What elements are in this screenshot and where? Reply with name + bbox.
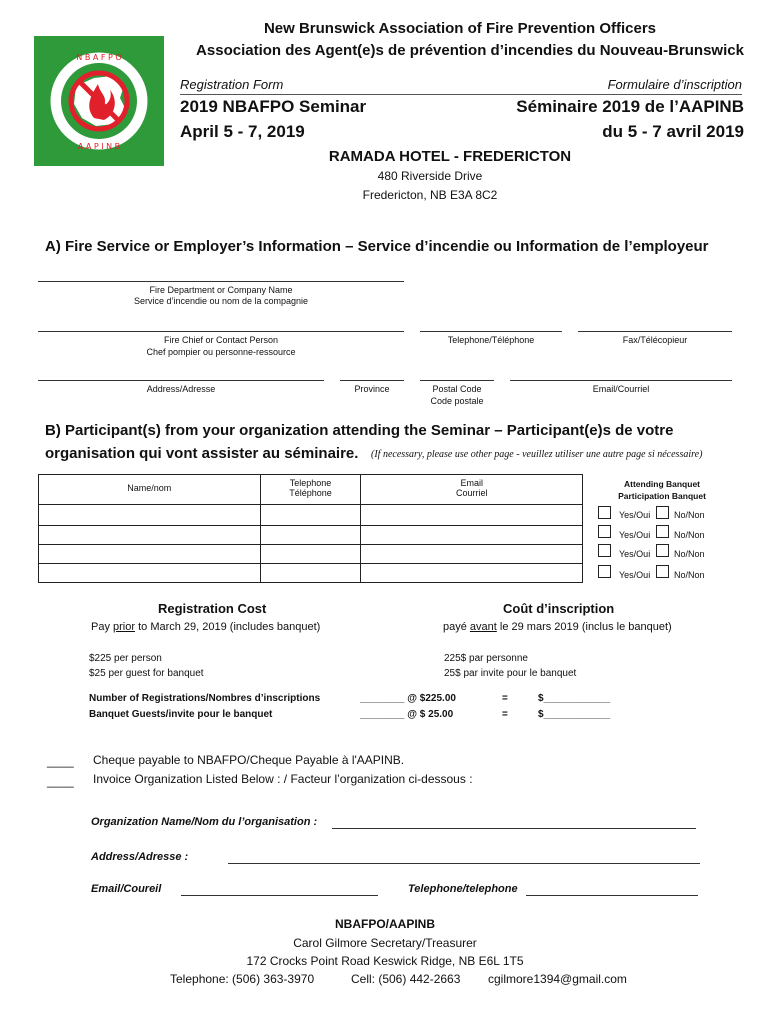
form-title-fr: Formulaire d’inscription bbox=[607, 77, 742, 92]
phone-field[interactable] bbox=[420, 331, 562, 332]
invoice-option: Invoice Organization Listed Below : / Facteur l’organization ci-dessous : bbox=[93, 772, 473, 786]
org-name-label: Organization Name/Nom du l’organisation : bbox=[91, 816, 318, 828]
fax-field[interactable] bbox=[578, 331, 732, 332]
org-name-fr: Association des Agent(e)s de prévention d’incendies du Nouveau-Brunswick bbox=[196, 42, 744, 59]
association-logo bbox=[34, 36, 164, 166]
org-email-field[interactable] bbox=[181, 895, 378, 896]
org-address-field[interactable] bbox=[228, 863, 700, 864]
participants-table bbox=[38, 474, 583, 583]
pay-deadline-fr: payé avant le 29 mars 2019 (inclus le banquet) bbox=[443, 621, 672, 633]
guests-label: Banquet Guests/invite pour le banquet bbox=[89, 709, 273, 720]
chief-field[interactable] bbox=[38, 331, 404, 332]
email-field[interactable] bbox=[510, 380, 732, 381]
no-label: No/Non bbox=[674, 510, 705, 520]
fax-label: Fax/Télécopieur bbox=[622, 335, 688, 345]
cheque-option: Cheque payable to NBAFPO/Cheque Payable à l'AAPINB. bbox=[93, 753, 405, 767]
dept-label-en: Fire Department or Company Name bbox=[149, 285, 293, 295]
address-label: Address/Adresse bbox=[146, 384, 216, 394]
registrations-equals: = bbox=[502, 693, 508, 704]
org-email-label: Email/Coureil bbox=[91, 883, 162, 895]
postal-label-en: Postal Code bbox=[432, 384, 482, 394]
seminar-dates-fr: du 5 - 7 avril 2019 bbox=[602, 122, 744, 141]
price-person-en: $225 per person bbox=[89, 653, 162, 664]
svg-text:A A P I N B: A A P I N B bbox=[77, 142, 121, 151]
footer-phone: Telephone: (506) 363-3970 bbox=[170, 972, 315, 986]
table-row[interactable] bbox=[39, 545, 583, 564]
org-phone-field[interactable] bbox=[526, 895, 698, 896]
registrations-calc[interactable]: ________ @ $225.00 bbox=[360, 693, 456, 704]
yes-label: Yes/Oui bbox=[619, 570, 651, 580]
table-row[interactable] bbox=[39, 564, 583, 583]
org-name-field[interactable] bbox=[332, 828, 696, 829]
banquet-yes-checkbox[interactable] bbox=[598, 565, 611, 578]
banquet-no-checkbox[interactable] bbox=[656, 525, 669, 538]
postal-label-fr: Code postale bbox=[430, 396, 484, 406]
phone-label: Telephone/Téléphone bbox=[447, 335, 535, 345]
org-address-label: Address/Adresse : bbox=[91, 851, 189, 863]
invoice-blank[interactable]: ____ bbox=[47, 774, 74, 788]
price-guest-en: $25 per guest for banquet bbox=[89, 668, 204, 679]
yes-label: Yes/Oui bbox=[619, 549, 651, 559]
col-email-header: Email Courriel bbox=[361, 475, 583, 505]
col-name-header: Name/nom bbox=[39, 475, 261, 505]
col-phone-header: Telephone Téléphone bbox=[260, 475, 361, 505]
province-label: Province bbox=[354, 384, 390, 394]
no-label: No/Non bbox=[674, 530, 705, 540]
svg-text:N B A F P O: N B A F P O bbox=[76, 53, 122, 62]
yes-label: Yes/Oui bbox=[619, 510, 651, 520]
dept-label-fr: Service d’incendie ou nom de la compagnie bbox=[133, 296, 309, 306]
cost-title-fr: Coût d’inscription bbox=[503, 601, 615, 616]
table-row[interactable] bbox=[39, 505, 583, 526]
footer-cell: Cell: (506) 442-2663 bbox=[351, 972, 461, 986]
guests-equals: = bbox=[502, 709, 508, 720]
postal-code-field[interactable] bbox=[420, 380, 494, 381]
cost-title-en: Registration Cost bbox=[158, 601, 267, 616]
banquet-yes-checkbox[interactable] bbox=[598, 506, 611, 519]
no-label: No/Non bbox=[674, 570, 705, 580]
section-b-title-line1: B) Participant(s) from your organization attending the Seminar – Participant(e)s de votre bbox=[45, 422, 674, 439]
section-b-title-line2: organisation qui vont assister au séminaire. bbox=[45, 445, 359, 462]
seminar-title-fr: Séminaire 2019 de l’AAPINB bbox=[516, 97, 744, 116]
dept-name-field[interactable] bbox=[38, 281, 404, 282]
section-b-note: (If necessary, please use other page - veuillez utiliser une autre page si nécessaire) bbox=[371, 449, 703, 460]
footer-org: NBAFPO/AAPINB bbox=[334, 917, 435, 931]
guests-calc[interactable]: ________ @ $ 25.00 bbox=[360, 709, 454, 720]
footer-contact: Carol Gilmore Secretary/Treasurer bbox=[293, 936, 477, 950]
banquet-no-checkbox[interactable] bbox=[656, 544, 669, 557]
footer-email[interactable]: cgilmore1394@gmail.com bbox=[488, 972, 627, 986]
banquet-header-fr: Participation Banquet bbox=[618, 491, 706, 501]
venue-city: Fredericton, NB E3A 8C2 bbox=[362, 188, 498, 202]
pay-deadline-en: Pay prior to March 29, 2019 (includes banquet) bbox=[91, 621, 321, 633]
seminar-dates-en: April 5 - 7, 2019 bbox=[180, 122, 305, 141]
venue-street: 480 Riverside Drive bbox=[377, 169, 483, 183]
banquet-no-checkbox[interactable] bbox=[656, 506, 669, 519]
address-field[interactable] bbox=[38, 380, 324, 381]
registrations-total[interactable]: $____________ bbox=[538, 693, 611, 704]
section-a-title: A) Fire Service or Employer’s Information – Service d’incendie ou Information de l’employeur bbox=[45, 238, 709, 255]
email-label: Email/Courriel bbox=[592, 384, 650, 394]
banquet-yes-checkbox[interactable] bbox=[598, 525, 611, 538]
chief-label-en: Fire Chief or Contact Person bbox=[163, 335, 279, 345]
org-phone-label: Telephone/telephone bbox=[408, 883, 518, 895]
chief-label-fr: Chef pompier ou personne-ressource bbox=[146, 347, 296, 357]
price-guest-fr: 25$ par invite pour le banquet bbox=[444, 668, 577, 679]
banquet-yes-checkbox[interactable] bbox=[598, 544, 611, 557]
seminar-title-en: 2019 NBAFPO Seminar bbox=[180, 97, 367, 116]
cheque-blank[interactable]: ____ bbox=[47, 754, 74, 768]
no-label: No/Non bbox=[674, 549, 705, 559]
venue-name: RAMADA HOTEL - FREDERICTON bbox=[328, 148, 572, 165]
province-field[interactable] bbox=[340, 380, 404, 381]
price-person-fr: 225$ par personne bbox=[444, 653, 528, 664]
guests-total[interactable]: $____________ bbox=[538, 709, 611, 720]
banquet-header-en: Attending Banquet bbox=[623, 479, 701, 489]
footer-address: 172 Crocks Point Road Keswick Ridge, NB E6L 1T5 bbox=[246, 954, 524, 968]
yes-label: Yes/Oui bbox=[619, 530, 651, 540]
table-row[interactable] bbox=[39, 526, 583, 545]
registrations-label: Number of Registrations/Nombres d’inscriptions bbox=[89, 693, 321, 704]
form-title-en: Registration Form bbox=[180, 77, 284, 92]
banquet-no-checkbox[interactable] bbox=[656, 565, 669, 578]
org-name-en: New Brunswick Association of Fire Prevention Officers bbox=[263, 20, 657, 37]
